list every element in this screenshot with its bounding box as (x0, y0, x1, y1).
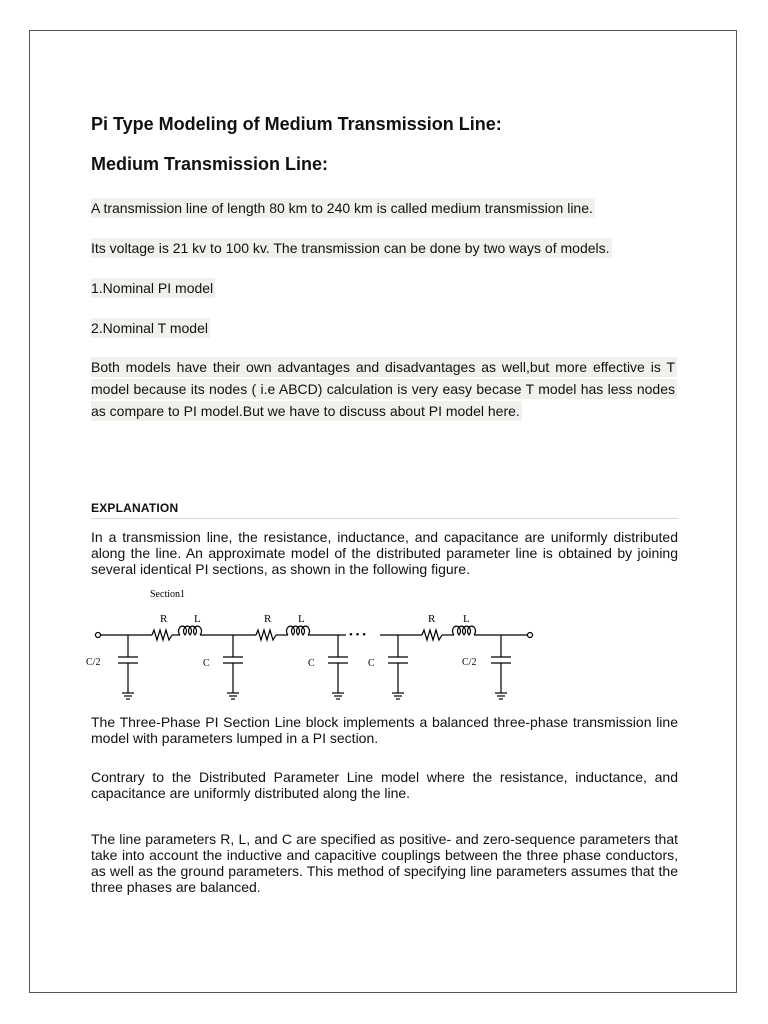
explanation-paragraph-1: In a transmission line, the resistance, inductance, and capacitance are uniformly distributed along the line. An approximate model of the distributed parameter line is obtained by joining several identical PI sections, as shown in the following figure. (91, 529, 678, 577)
intro-text-2: Its voltage is 21 kv to 100 kv. The transmission can be done by two ways of models. (91, 240, 610, 256)
model-item-2-text: 2.Nominal T model (91, 320, 208, 336)
inductor-symbol (453, 626, 476, 635)
comparison-text: Both models have their own advantages and disadvantages as well,but more effective is T model because its nodes ( i.e ABCD) calculation is very easy becase T model has less nodes as compare to PI model.But we have to discuss about PI model here. (91, 359, 675, 419)
input-terminal (96, 633, 101, 638)
intro-paragraph-2 (91, 237, 612, 259)
shunt-capacitor (223, 635, 243, 699)
capacitor-half-label: C/2 (462, 657, 477, 668)
resistor-symbol (256, 630, 276, 640)
resistor-label: R (428, 613, 436, 625)
capacitor-label: C (203, 658, 210, 669)
intro-paragraph-1 (91, 197, 595, 219)
resistor-symbol (422, 630, 442, 640)
explanation-paragraph-3: Contrary to the Distributed Parameter Line model where the resistance, inductance, and capacitance are uniformly distributed along the line. (91, 769, 678, 801)
resistor-symbol (152, 630, 172, 640)
model-item-1-text: 1.Nominal PI model (91, 280, 214, 296)
shunt-capacitor-half (491, 635, 511, 699)
model-item-1 (91, 277, 215, 299)
inductor-symbol (179, 626, 202, 635)
intro-paragraph-comparison (91, 356, 677, 422)
capacitor-label: C (368, 658, 375, 669)
shunt-capacitor (328, 635, 348, 699)
explanation-paragraph-2: The Three-Phase PI Section Line block implements a balanced three-phase transmission line model with parameters lumped in a PI section. (91, 714, 678, 746)
resistor-label: R (160, 613, 168, 625)
section-subtitle: Medium Transmission Line: (91, 154, 329, 174)
model-item-2 (91, 317, 210, 339)
output-terminal (528, 633, 533, 638)
inductor-symbol (287, 626, 310, 635)
document-title: Pi Type Modeling of Medium Transmission Line: (91, 114, 502, 134)
inductor-label: L (463, 613, 470, 625)
explanation-paragraph-4: The line parameters R, L, and C are specified as positive- and zero-sequence parameters that take into account the inductive and capacitive couplings between the three phase conductors, as well as the ground parameters. This method of specifying line parameters assumes that the three phases are balanced. (91, 831, 678, 895)
pi-section-circuit-diagram (86, 587, 540, 712)
section-label: Section1 (150, 589, 185, 600)
shunt-capacitor-half (118, 635, 138, 699)
inductor-label: L (194, 613, 201, 625)
resistor-label: R (264, 613, 272, 625)
capacitor-half-label: C/2 (86, 657, 101, 668)
inductor-label: L (298, 613, 305, 625)
intro-text-1: A transmission line of length 80 km to 240 km is called medium transmission line. (91, 200, 593, 216)
capacitor-label: C (308, 658, 315, 669)
explanation-heading: EXPLANATION (91, 501, 678, 519)
shunt-capacitor (388, 635, 408, 699)
continuation-dots: • • • (349, 629, 367, 641)
document-page (29, 30, 737, 993)
